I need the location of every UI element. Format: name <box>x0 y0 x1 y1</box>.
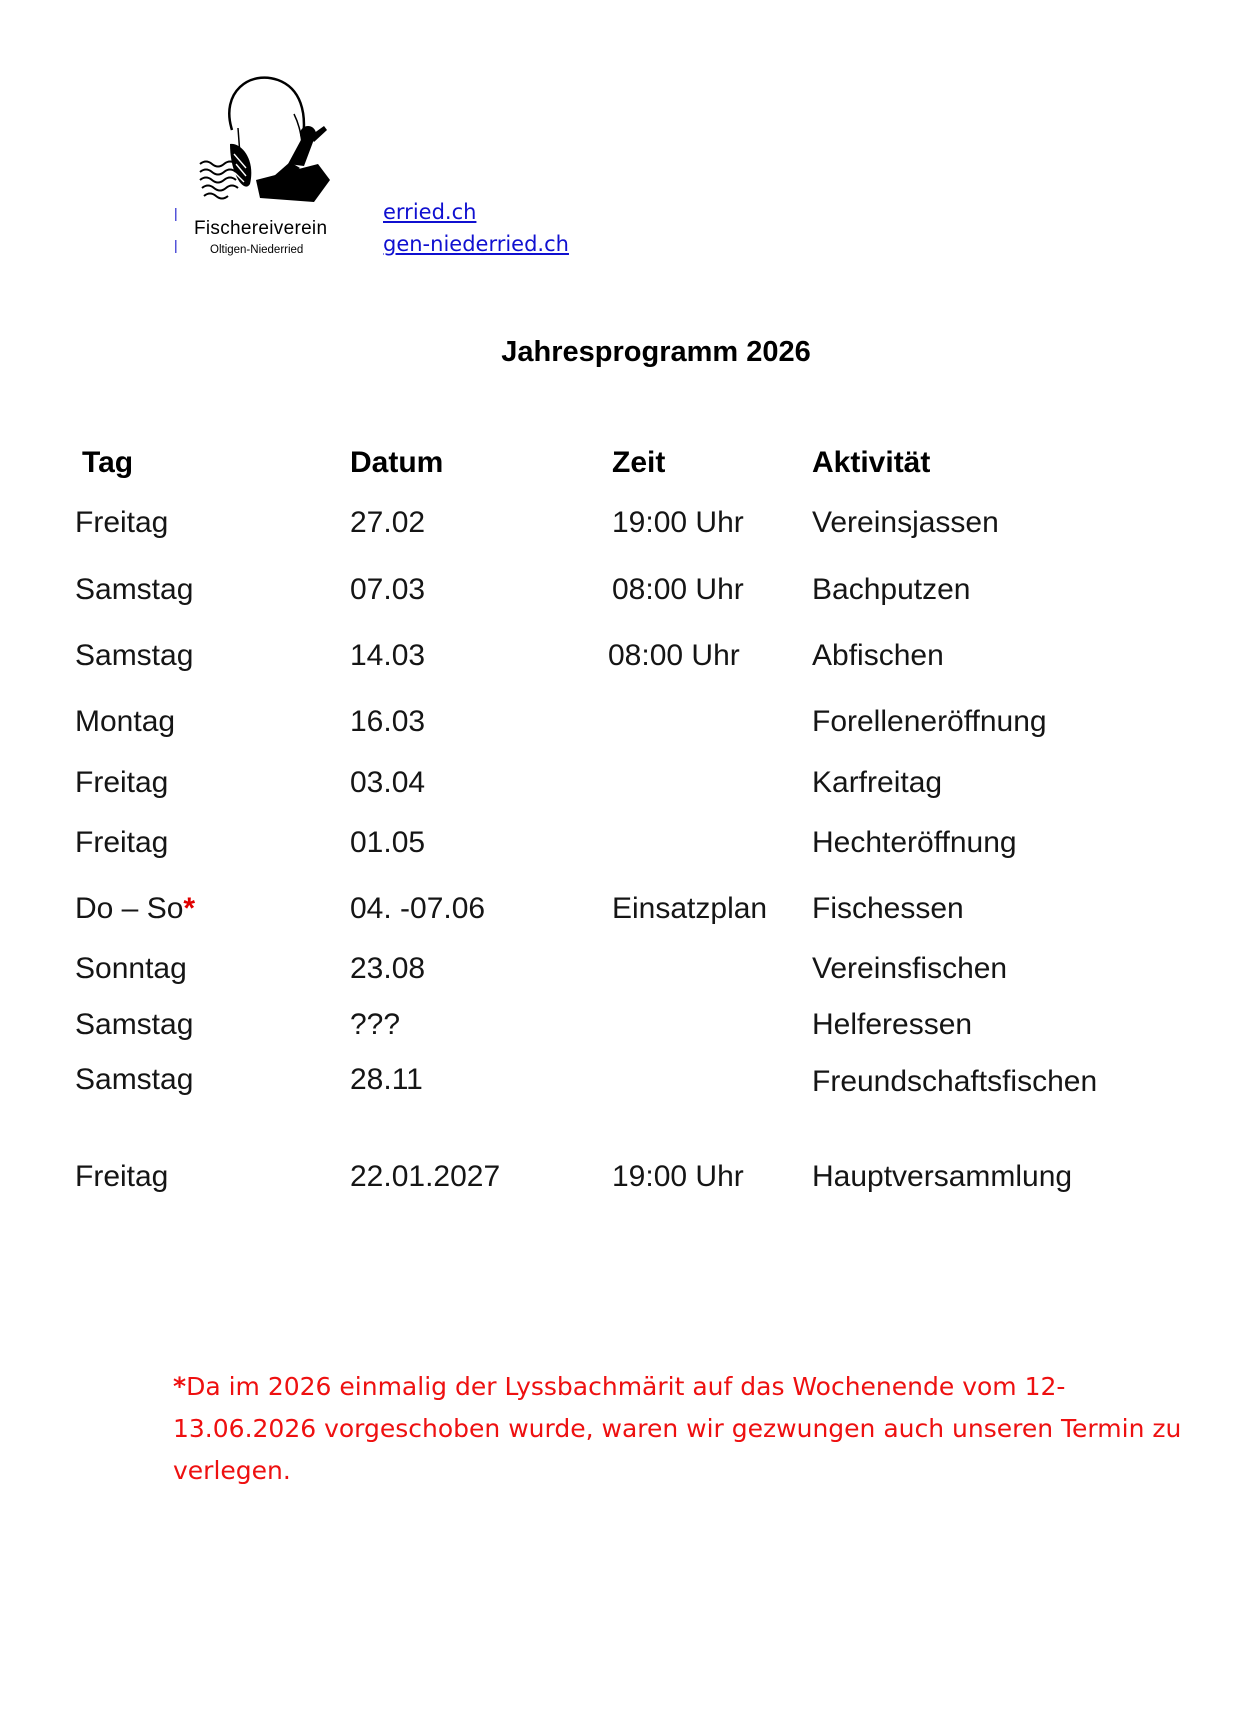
club-logo <box>190 72 370 272</box>
table-row <box>70 573 1102 639</box>
asterisk-marker: * <box>183 892 196 925</box>
footnote <box>173 1366 1203 1492</box>
footnote-text: Da im 2026 einmalig der Lyssbachmärit auf das Wochenende vom 12-13.06.2026 vorgeschoben wurde, waren wir gezwungen auch unseren Termin zu verlegen. <box>173 1372 1182 1485</box>
cell-datum: 07.03 <box>350 573 426 606</box>
clipped-link-edge: | <box>174 205 178 221</box>
cell-aktivitaet: Fischessen <box>812 892 964 925</box>
cell-aktivitaet: Abfischen <box>812 639 944 672</box>
cell-tag: Samstag <box>75 1063 194 1096</box>
page-title: Jahresprogramm 2026 <box>501 336 811 368</box>
cell-tag: Freitag <box>75 1160 169 1193</box>
cell-zeit: Einsatzplan <box>612 892 768 925</box>
cell-zeit: 08:00 Uhr <box>612 573 744 606</box>
cell-aktivitaet: Vereinsfischen <box>812 952 1008 985</box>
cell-zeit <box>608 639 812 705</box>
cell-zeit <box>612 1008 812 1063</box>
cell-zeit <box>612 826 812 892</box>
cell-datum: 14.03 <box>350 639 426 672</box>
table-row <box>70 639 1102 705</box>
cell-aktivitaet: Hechteröffnung <box>812 826 1017 859</box>
table-row <box>70 1160 1102 1220</box>
cell-aktivitaet: Bachputzen <box>812 573 971 606</box>
footnote-asterisk: * <box>173 1372 187 1401</box>
cell-tag <box>70 892 350 952</box>
cell-datum: ??? <box>350 1008 401 1041</box>
header-zeit: Zeit <box>612 446 666 479</box>
table-row <box>70 826 1102 892</box>
cell-tag: Samstag <box>75 1008 194 1041</box>
cell-datum: 27.02 <box>350 506 426 539</box>
cell-zeit <box>612 705 812 766</box>
cell-datum: 22.01.2027 <box>350 1160 501 1193</box>
cell-zeit <box>612 766 812 826</box>
cell-tag-text: Do – So <box>75 892 184 925</box>
cell-zeit: 19:00 Uhr <box>612 1160 744 1193</box>
table-row <box>70 506 1102 573</box>
table-row <box>70 892 1102 952</box>
cell-aktivitaet: Vereinsjassen <box>812 506 999 539</box>
cell-datum: 04. -07.06 <box>350 892 486 925</box>
cell-aktivitaet: Forelleneröffnung <box>812 705 1047 738</box>
table-header-row <box>70 446 1102 506</box>
fisherman-icon <box>190 72 370 212</box>
logo-name: Fischereiverein <box>194 218 328 239</box>
cell-tag: Samstag <box>75 639 194 672</box>
website-link[interactable]: erried.ch <box>383 200 477 224</box>
table-row <box>70 1063 1102 1160</box>
cell-tag: Freitag <box>75 766 169 799</box>
cell-zeit <box>612 952 812 1008</box>
table-row <box>70 766 1102 826</box>
cell-aktivitaet: Freundschaftsfischen <box>812 1065 1098 1098</box>
table-row <box>70 1008 1102 1063</box>
cell-aktivitaet: Karfreitag <box>812 766 943 799</box>
cell-tag: Freitag <box>75 506 169 539</box>
cell-datum: 03.04 <box>350 766 426 799</box>
cell-datum: 01.05 <box>350 826 426 859</box>
cell-aktivitaet: Helferessen <box>812 1008 973 1041</box>
clipped-link-edge: | <box>174 237 178 253</box>
cell-tag: Freitag <box>75 826 169 859</box>
cell-datum: 16.03 <box>350 705 426 738</box>
cell-tag: Sonntag <box>75 952 187 985</box>
table-row <box>70 952 1102 1008</box>
header-datum: Datum <box>350 446 444 479</box>
email-link[interactable]: gen-niederried.ch <box>383 232 569 256</box>
cell-tag: Montag <box>75 705 176 738</box>
header-tag: Tag <box>82 446 134 479</box>
table-row <box>70 705 1102 766</box>
cell-zeit: 19:00 Uhr <box>612 506 744 539</box>
program-table <box>70 446 1102 1220</box>
cell-datum: 23.08 <box>350 952 426 985</box>
cell-datum: 28.11 <box>350 1063 423 1096</box>
header-aktivitaet: Aktivität <box>812 446 931 479</box>
cell-zeit <box>612 1063 812 1160</box>
logo-subtitle: Oltigen-Niederried <box>210 244 304 256</box>
cell-zeit-text: 08:00 Uhr <box>608 639 740 672</box>
cell-aktivitaet: Hauptversammlung <box>812 1160 1073 1193</box>
cell-tag: Samstag <box>75 573 194 606</box>
